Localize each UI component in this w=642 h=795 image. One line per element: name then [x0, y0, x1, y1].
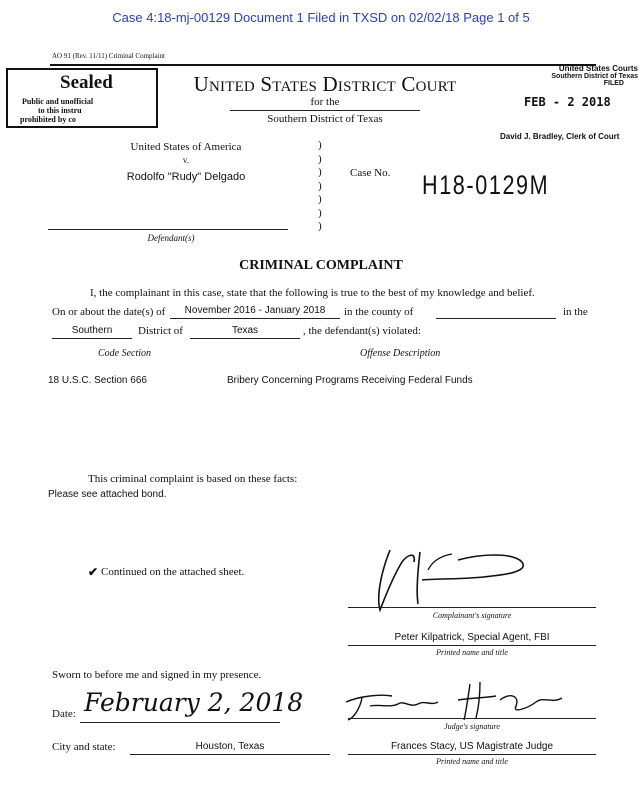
sworn-statement: Sworn to before me and signed in my presence. — [52, 669, 262, 681]
filed-stamp-date: FEB - 2 2018 — [524, 95, 611, 109]
filed-stamp-line-1: United States Courts — [558, 64, 638, 73]
judge-name: Frances Stacy, US Magistrate Judge — [390, 741, 554, 752]
sealed-stamp — [6, 68, 158, 128]
court-district: Southern District of Texas — [267, 113, 383, 125]
judge-sig-label: Judge's signature — [444, 722, 500, 731]
case-no-label: Case No. — [350, 167, 391, 179]
sealed-line-3: prohibited by co — [20, 115, 76, 124]
complainant-sig-label: Complainant's signature — [432, 611, 512, 620]
court-name: United States District Court — [193, 72, 457, 96]
facts-text: Please see attached bond. — [48, 489, 167, 500]
city-state-rule — [130, 754, 330, 755]
handwritten-date: February 2, 2018 — [84, 688, 304, 717]
filed-stamp-line-2: Southern District of Texas — [551, 73, 638, 80]
sealed-line-2: to this instru — [38, 106, 82, 115]
state-value: Texas — [231, 325, 259, 336]
district-of-label: District of — [138, 325, 183, 337]
city-state-value: Houston, Texas — [195, 741, 265, 752]
court-for-the: for the — [310, 96, 340, 108]
defendant-label: Defendant(s) — [147, 233, 195, 243]
dates-rule — [170, 318, 340, 319]
complainant-sig-rule — [348, 607, 596, 608]
code-section-value: 18 U.S.C. Section 666 — [48, 375, 147, 386]
date-prefix: On or about the date(s) of — [52, 306, 166, 318]
complainant-name-label: Printed name and title — [436, 648, 508, 657]
offense-dates: November 2016 - January 2018 — [184, 305, 326, 316]
county-rule — [436, 318, 556, 319]
violated-label: , the defendant(s) violated: — [303, 325, 421, 337]
offense-description-header: Offense Description — [360, 348, 441, 359]
plaintiff-name: United States of America — [130, 141, 242, 153]
county-label: in the county of — [344, 306, 414, 318]
complainant-signature-icon — [362, 540, 542, 616]
district-rule — [230, 110, 420, 111]
complaint-title: CRIMINAL COMPLAINT — [239, 258, 403, 273]
judge-name-label: Printed name and title — [436, 757, 508, 766]
sealed-line-1: Public and unofficial — [22, 97, 94, 106]
facts-label: This criminal complaint is based on these facts: — [88, 473, 298, 485]
complainant-name-rule — [348, 645, 596, 646]
continued-checkmark-icon: ✔ — [88, 565, 99, 579]
district-value: Southern — [71, 325, 113, 336]
complainant-name: Peter Kilpatrick, Special Agent, FBI — [394, 632, 550, 643]
city-state-label: City and state: — [52, 741, 116, 753]
filed-stamp-filed: FILED — [603, 80, 624, 87]
code-section-header: Code Section — [98, 348, 152, 359]
in-the-label: in the — [563, 306, 588, 318]
date-label: Date: — [52, 708, 76, 720]
judge-name-rule — [348, 754, 596, 755]
district-value-rule — [52, 338, 132, 339]
ecf-header-banner: Case 4:18-mj-00129 Document 1 Filed in TXSD on 02/02/18 Page 1 of 5 — [112, 10, 530, 25]
filed-stamp — [510, 64, 638, 109]
filed-stamp-clerk: David J. Bradley, Clerk of Court — [500, 132, 620, 141]
case-number: H18-0129M — [422, 170, 550, 200]
date-rule — [80, 722, 280, 723]
sealed-title: Sealed — [60, 72, 113, 93]
judge-sig-rule — [348, 718, 596, 719]
state-value-rule — [190, 338, 300, 339]
complaint-intro: I, the complainant in this case, state that the following is true to the best of my knowledge and belief. — [90, 287, 535, 299]
defendant-name: Rodolfo "Rudy" Delgado — [126, 171, 246, 183]
versus: v. — [182, 155, 190, 165]
form-code: AO 91 (Rev. 11/11) Criminal Complaint — [52, 52, 165, 60]
continued-text: Continued on the attached sheet. — [101, 566, 245, 578]
offense-description-value: Bribery Concerning Programs Receiving Federal Funds — [227, 375, 473, 386]
caption-rule — [48, 229, 288, 230]
caption-brackets: ) ) ) ) ) ) ) — [318, 139, 322, 232]
